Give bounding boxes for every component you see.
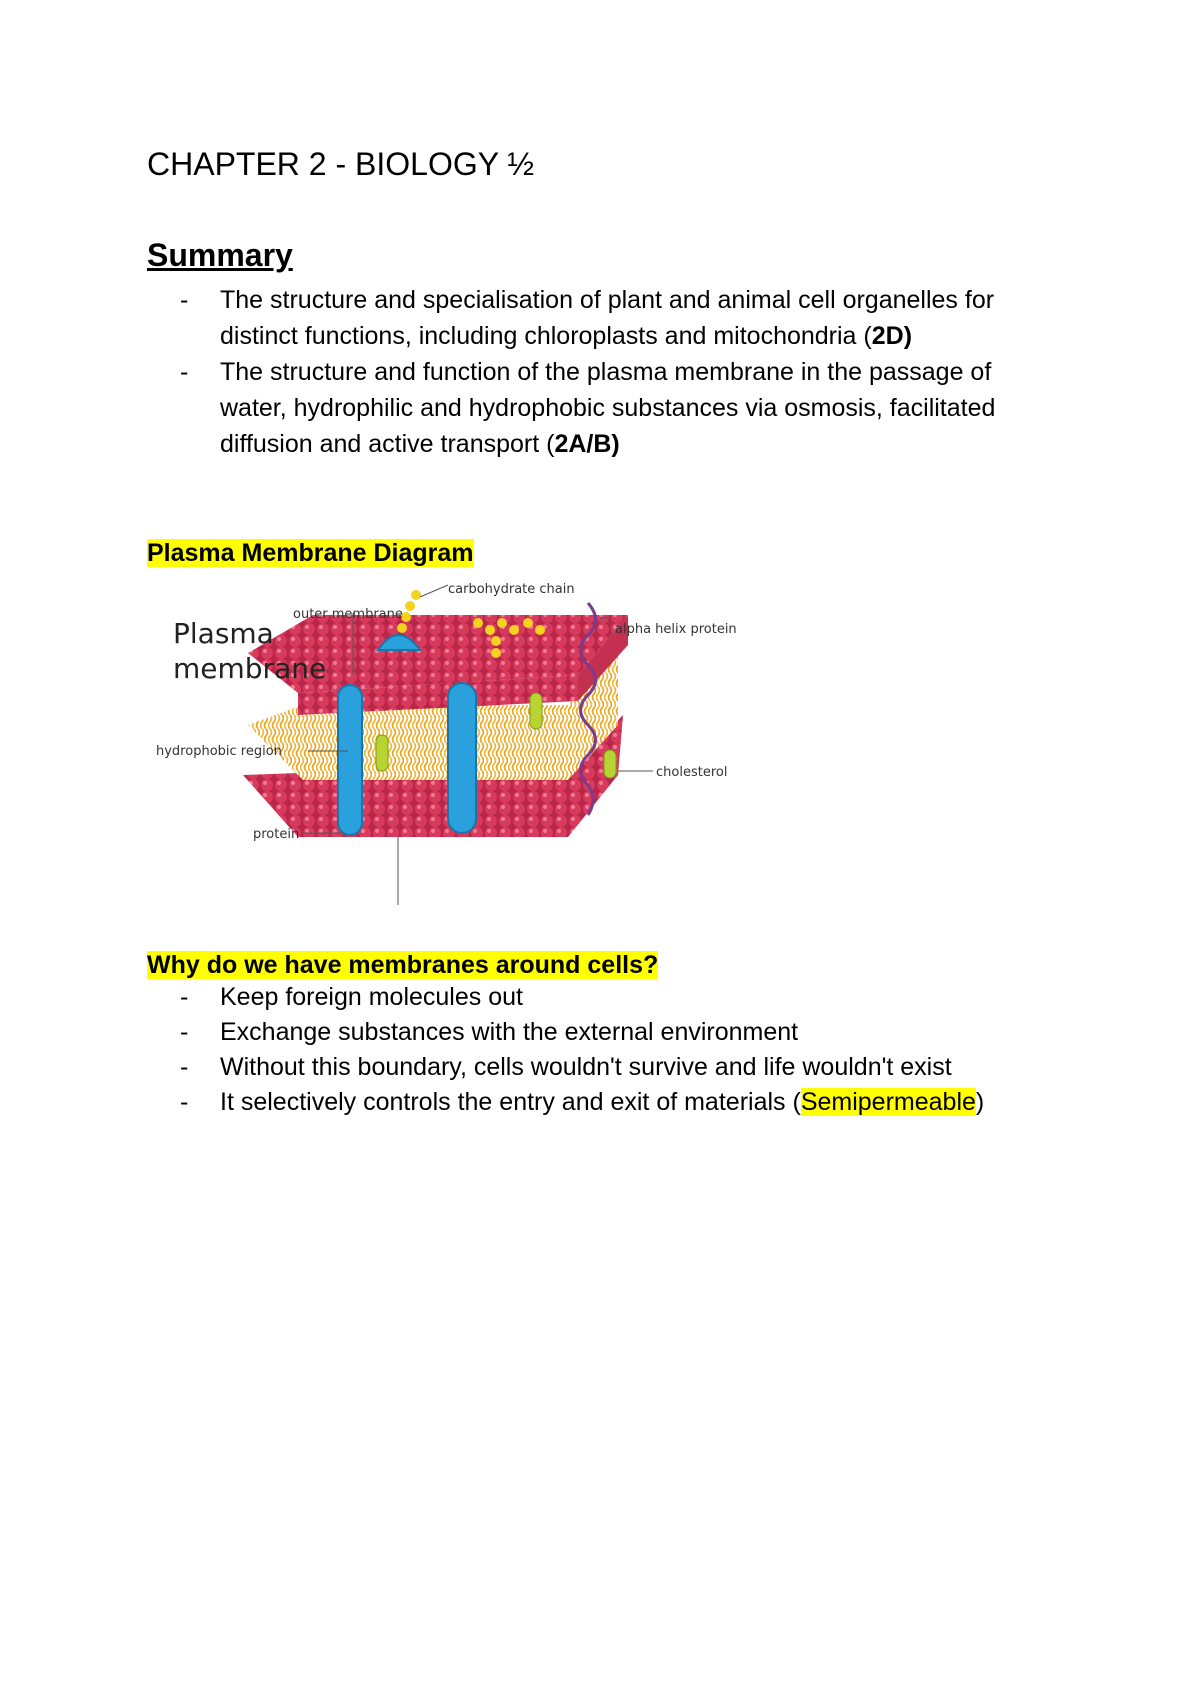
plasma-membrane-figure bbox=[148, 575, 748, 905]
list-item-text: The structure and function of the plasma membrane in the passage of water, hydrophilic and hydrophobic substances via osmosis, facilitated diffusion and active transport ( bbox=[220, 358, 996, 458]
list-item-text: Exchange substances with the external environment bbox=[220, 1018, 799, 1046]
list-item bbox=[180, 1050, 1080, 1085]
why-heading: Why do we have membranes around cells? bbox=[147, 951, 659, 979]
bullet-dash: - bbox=[180, 983, 189, 1011]
list-item-text: The structure and specialisation of plant and animal cell organelles for distinct functions, including chloroplasts and mitochondria ( bbox=[220, 286, 995, 350]
list-item-bold: 2A/B) bbox=[554, 430, 620, 458]
list-item-text: It selectively controls the entry and exit of materials ( bbox=[220, 1088, 801, 1116]
list-item bbox=[180, 980, 1080, 1015]
bullet-dash: - bbox=[180, 286, 189, 314]
page-title: CHAPTER 2 - BIOLOGY ½ bbox=[147, 146, 535, 182]
bullet-dash: - bbox=[180, 358, 189, 386]
bullet-dash: - bbox=[180, 1018, 189, 1046]
bullet-dash: - bbox=[180, 1053, 189, 1081]
membrane-illustration bbox=[148, 575, 748, 905]
label-outer-membrane: outer membrane bbox=[293, 607, 403, 622]
diagram-heading: Plasma Membrane Diagram bbox=[147, 539, 474, 567]
label-alpha-helix-protein: alpha helix protein bbox=[615, 622, 737, 637]
figure-title-line1: Plasma bbox=[173, 617, 274, 650]
list-item-bold: 2D) bbox=[871, 322, 913, 350]
label-cholesterol: cholesterol bbox=[656, 765, 728, 780]
summary-list bbox=[180, 282, 1060, 462]
list-item-text: Without this boundary, cells wouldn't survive and life wouldn't exist bbox=[220, 1053, 952, 1081]
bullet-dash: - bbox=[180, 1088, 189, 1116]
label-carbohydrate-chain: carbohydrate chain bbox=[448, 582, 575, 597]
list-item-after: ) bbox=[975, 1088, 985, 1116]
why-list bbox=[180, 980, 1080, 1120]
list-item bbox=[180, 282, 1060, 354]
label-protein: protein bbox=[253, 827, 300, 842]
label-hydrophobic-region: hydrophobic region bbox=[156, 744, 282, 759]
list-item bbox=[180, 354, 1060, 462]
semipermeable-highlight: Semipermeable bbox=[800, 1088, 976, 1116]
list-item bbox=[180, 1085, 1080, 1120]
summary-heading: Summary bbox=[147, 237, 293, 273]
list-item bbox=[180, 1015, 1080, 1050]
figure-title-line2: membrane bbox=[173, 652, 327, 685]
list-item-text: Keep foreign molecules out bbox=[220, 983, 523, 1011]
